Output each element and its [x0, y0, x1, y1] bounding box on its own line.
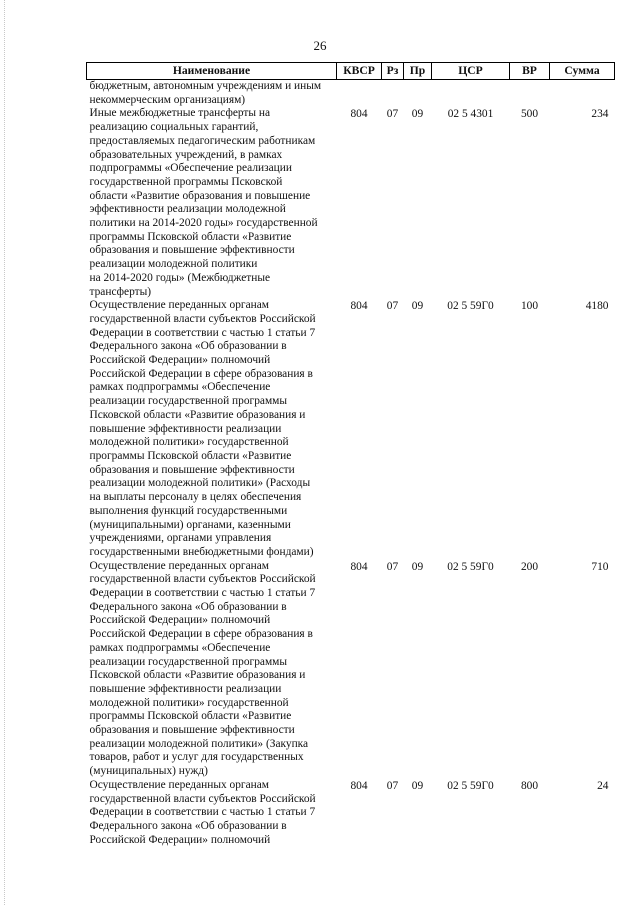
header-vr: ВР: [510, 63, 550, 80]
row-name: Осуществление переданных органам государственной власти субъектов Российской Федерации в соответствии с частью 1 статьи 7 Федерального закона «Об образовании в Российской Федерации» полномочий: [89, 778, 316, 846]
row-rz: 07: [386, 560, 399, 573]
row-sum: 4180: [585, 300, 609, 313]
row-vr: [510, 80, 550, 108]
header-rz: Рз: [382, 63, 404, 80]
row-csr: 02 5 59Г0: [447, 560, 494, 573]
row-kvsr: 804: [350, 560, 368, 573]
row-name: Осуществление переданных органам государственной власти субъектов Российской Федерации в соответствии с частью 1 статьи 7 Федерального закона «Об образовании в Российской Федерации» полномочий Российской Федерации в сфере образования в рамках подпрограммы «Обеспечение реализации государственной программы Псковской области «Развитие образования и повышение эффективности реализации молодежной политики» государственной программы Псковской области «Развитие образования и повышение эффективности реализации молодежной политики» (Закупка товаров, работ и услуг для государственных (муниципальных) нужд): [89, 559, 316, 778]
row-rz: 07: [386, 300, 399, 313]
row-sum: 710: [591, 560, 609, 573]
row-csr: 02 5 4301: [447, 108, 494, 121]
table-header-row: [87, 63, 615, 80]
table-row: [87, 560, 615, 779]
row-sum: [550, 80, 615, 108]
row-rz: [382, 80, 404, 108]
row-pr: 09: [411, 300, 424, 313]
table-row: [87, 80, 615, 108]
row-rz: 07: [386, 108, 399, 121]
row-pr: [404, 80, 432, 108]
header-kvsr: КВСР: [337, 63, 382, 80]
row-pr: 09: [411, 108, 424, 121]
header-pr: Пр: [404, 63, 432, 80]
row-csr: [432, 80, 510, 108]
row-kvsr: 804: [350, 300, 368, 313]
table-row: [87, 779, 615, 848]
row-sum: 234: [591, 108, 609, 121]
row-pr: 09: [411, 779, 424, 792]
row-kvsr: 804: [350, 779, 368, 792]
row-vr: 200: [520, 560, 539, 573]
header-sum: Сумма: [550, 63, 615, 80]
row-vr: 100: [520, 300, 539, 313]
page-edge-line: [4, 0, 6, 905]
row-name: бюджетным, автономным учреждениям и иным некоммерческим организациям): [89, 80, 322, 106]
budget-table: [86, 62, 615, 847]
row-pr: 09: [411, 560, 424, 573]
row-sum: 24: [597, 779, 609, 792]
row-kvsr: 804: [350, 108, 368, 121]
row-vr: 500: [520, 108, 539, 121]
row-rz: 07: [386, 779, 399, 792]
header-name: Наименование: [87, 63, 337, 80]
row-name: Иные межбюджетные трансферты на реализацию социальных гарантий, предоставляемых педагогическим работникам образовательных учреждений, в рамках подпрограммы «Обеспечение реализации государственной программы Псковской области «Развитие образования и повышение эффективности реализации молодежной политики на 2014-2020 годы» государственной программы Псковской области «Развитие образования и повышение эффективности реализации молодежной политики на 2014-2020 годы» (Межбюджетные трансферты): [89, 107, 318, 298]
header-csr: ЦСР: [432, 63, 510, 80]
row-csr: 02 5 59Г0: [447, 779, 494, 792]
table-row: [87, 107, 615, 299]
row-vr: 800: [520, 779, 539, 792]
row-name: Осуществление переданных органам государственной власти субъектов Российской Федерации в соответствии с частью 1 статьи 7 Федерального закона «Об образовании в Российской Федерации» полномочий Российской Федерации в сфере образования в рамках подпрограммы «Обеспечение реализации государственной программы Псковской области «Развитие образования и повышение эффективности реализации молодежной политики» государственной программы Псковской области «Развитие образования и повышение эффективности реализации молодежной политики» (Расходы на выплаты персоналу в целях обеспечения выполнения функций государственными (муниципальными) органами, казенными учреждениями, органами управления государственными внебюджетными фондами): [89, 299, 316, 558]
row-csr: 02 5 59Г0: [447, 300, 494, 313]
row-kvsr: [337, 80, 382, 108]
page-number: 26: [313, 38, 327, 53]
table-row: [87, 299, 615, 559]
